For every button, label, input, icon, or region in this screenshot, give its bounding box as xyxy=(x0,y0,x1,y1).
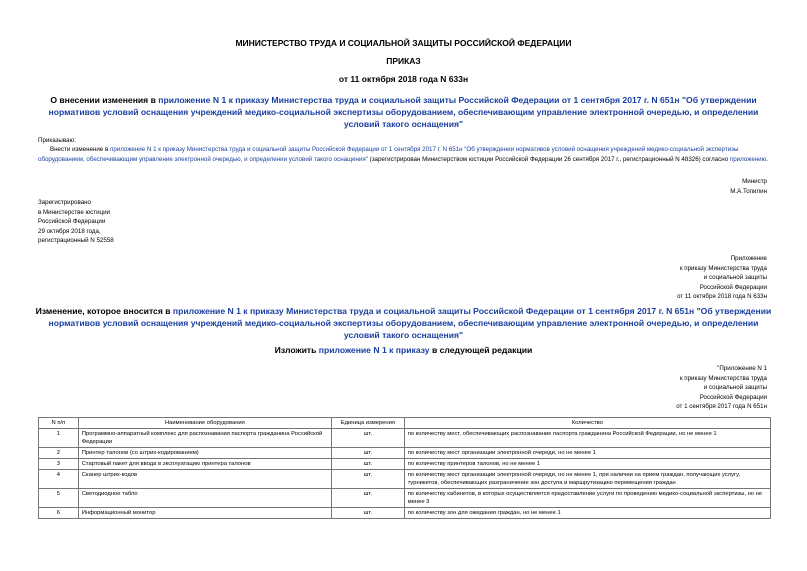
cell-unit: шт. xyxy=(332,489,405,508)
doc-title-prefix: О внесении изменения в xyxy=(50,95,159,105)
table-row xyxy=(39,448,771,459)
col-header-qty: Количество xyxy=(404,418,770,429)
cell-num: 1 xyxy=(39,429,79,448)
paragraph-link-attachment[interactable]: приложению xyxy=(729,155,767,163)
cell-num: 2 xyxy=(39,448,79,459)
cell-unit: шт. xyxy=(332,508,405,519)
restate-title-prefix: Изложить xyxy=(274,345,319,355)
registration-block xyxy=(38,198,114,246)
appendix-1-line: к приказу Министерства труда xyxy=(679,374,767,382)
appendix-1-line: "Приложение N 1 xyxy=(717,365,767,372)
cell-num: 5 xyxy=(39,489,79,508)
cell-unit: шт. xyxy=(332,470,405,489)
paragraph-middle: (зарегистрирован Министерством юстиции Российской Федерации 26 сентября 2017 г., регистрационный N 48326) согласно xyxy=(367,155,730,163)
table-row xyxy=(39,459,771,470)
cell-qty: по количеству мест, обеспечивающих распознавание паспорта гражданина Российской Федерации, но не менее 1 xyxy=(404,429,770,448)
cell-qty: по количеству зон для ожидания граждан, но не менее 1 xyxy=(404,508,770,519)
cell-name: Программно-аппаратный комплекс для распознавания паспорта гражданина Российской Федерации xyxy=(78,429,331,448)
appendix-1-header xyxy=(676,364,767,412)
table-header-row xyxy=(39,418,771,429)
registration-line: Российской Федерации xyxy=(38,218,106,226)
doc-title-link[interactable]: приложение N 1 к приказу Министерства труда и социальной защиты Российской Федерации от 1 сентября 2017 г. N 651н "Об утверждении нормативов условий оснащения учреждений медико-социальной экспертизы оборудованием, обеспечивающим управление электронной очередью, и определении условий такого оснащения" xyxy=(48,95,759,129)
cell-name: Светодиодное табло xyxy=(78,489,331,508)
cell-num: 4 xyxy=(39,470,79,489)
appendix-header xyxy=(677,254,767,302)
cell-name: Стартовый пакет для ввода в эксплуатацию принтера талонов xyxy=(78,459,331,470)
appendix-line: Российской Федерации xyxy=(699,283,767,291)
order-label: Приказываю: xyxy=(38,137,76,144)
cell-name: Принтер талонов (со штрих-кодированием) xyxy=(78,448,331,459)
cell-name: Информационный монитор xyxy=(78,508,331,519)
restate-title xyxy=(30,345,777,355)
cell-qty: по количеству мест организации электронной очереди, но не менее 1 xyxy=(404,448,770,459)
appendix-line: к приказу Министерства труда xyxy=(679,264,767,272)
change-title-link[interactable]: приложение N 1 к приказу Министерства труда и социальной защиты Российской Федерации от 1 сентября 2017 г. N 651н "Об утверждении нормативов условий оснащения учреждений медико-социальной экспертизы оборудованием, обеспечивающим управление электронной очередью, и определении условий такого оснащения" xyxy=(48,306,772,340)
paragraph-prefix: Внести изменение в xyxy=(50,146,110,153)
appendix-line: Приложение xyxy=(730,255,767,262)
cell-name: Сканер штрих-кодов xyxy=(78,470,331,489)
ministry-heading: МИНИСТЕРСТВО ТРУДА И СОЦИАЛЬНОЙ ЗАЩИТЫ РОССИЙСКОЙ ФЕДЕРАЦИИ xyxy=(235,38,572,48)
cell-num: 3 xyxy=(39,459,79,470)
cell-unit: шт. xyxy=(332,448,405,459)
restate-title-link[interactable]: приложение N 1 к приказу xyxy=(318,345,430,355)
paragraph-end: . xyxy=(766,155,769,163)
cell-num: 6 xyxy=(39,508,79,519)
paragraph-link-appendix[interactable]: приложение N 1 к приказу Министерства труда и социальной защиты Российской Федерации от 1 сентября 2017 г. N 651н "Об утверждении нормативов условий оснащения учреждений медико-социальной экспертизы оборудованием, обеспечивающим управление электронной очередью, и определении условий такого оснащения" xyxy=(38,146,739,163)
registration-line: в Министерстве юстиции xyxy=(38,208,111,216)
col-header-name: Наименование оборудования xyxy=(78,418,331,429)
table-row xyxy=(39,508,771,519)
order-paragraph xyxy=(38,145,769,164)
cell-qty: по количеству мест организации электронной очереди, но не менее 1, при наличии на прием граждан, получающих услугу, турникетов, обеспечивающих разграничение зон доступа и маршрутизацию перемещения граждан xyxy=(404,470,770,489)
table-row xyxy=(39,429,771,448)
signature-name: М.А.Топилин xyxy=(730,187,767,195)
restate-title-suffix: в следующей редакции xyxy=(429,345,533,355)
cell-qty: по количеству кабинетов, в которых осуществляется предоставление услуги по проведению медико-социальной экспертизы, но не менее 3 xyxy=(404,489,770,508)
registration-line: Зарегистрировано xyxy=(38,199,91,206)
appendix-1-line: Российской Федерации xyxy=(699,393,767,401)
cell-qty: по количеству принтеров талонов, но не менее 1 xyxy=(404,459,770,470)
cell-unit: шт. xyxy=(332,429,405,448)
change-title-prefix: Изменение, которое вносится в xyxy=(35,306,173,316)
cell-unit: шт. xyxy=(332,459,405,470)
table-row xyxy=(39,489,771,508)
doc-type-heading: ПРИКАЗ xyxy=(386,56,421,66)
appendix-1-line: от 1 сентября 2017 года N 651н xyxy=(676,403,767,411)
col-header-unit: Единица измерения xyxy=(332,418,405,429)
appendix-1-line: и социальной защиты xyxy=(703,384,767,392)
change-title xyxy=(30,305,777,341)
doc-title xyxy=(30,94,777,130)
table-row xyxy=(39,470,771,489)
registration-line: регистрационный N 52558 xyxy=(38,237,114,245)
registration-line: 29 октября 2018 года, xyxy=(38,227,101,235)
equipment-table xyxy=(38,417,771,519)
appendix-line: и социальной защиты xyxy=(703,274,767,282)
doc-date-heading: от 11 октября 2018 года N 633н xyxy=(338,74,469,84)
signature-block xyxy=(730,177,767,196)
signature-position: Министр xyxy=(742,178,767,185)
col-header-num: N п/п xyxy=(39,418,79,429)
appendix-line: от 11 октября 2018 года N 633н xyxy=(677,293,767,301)
